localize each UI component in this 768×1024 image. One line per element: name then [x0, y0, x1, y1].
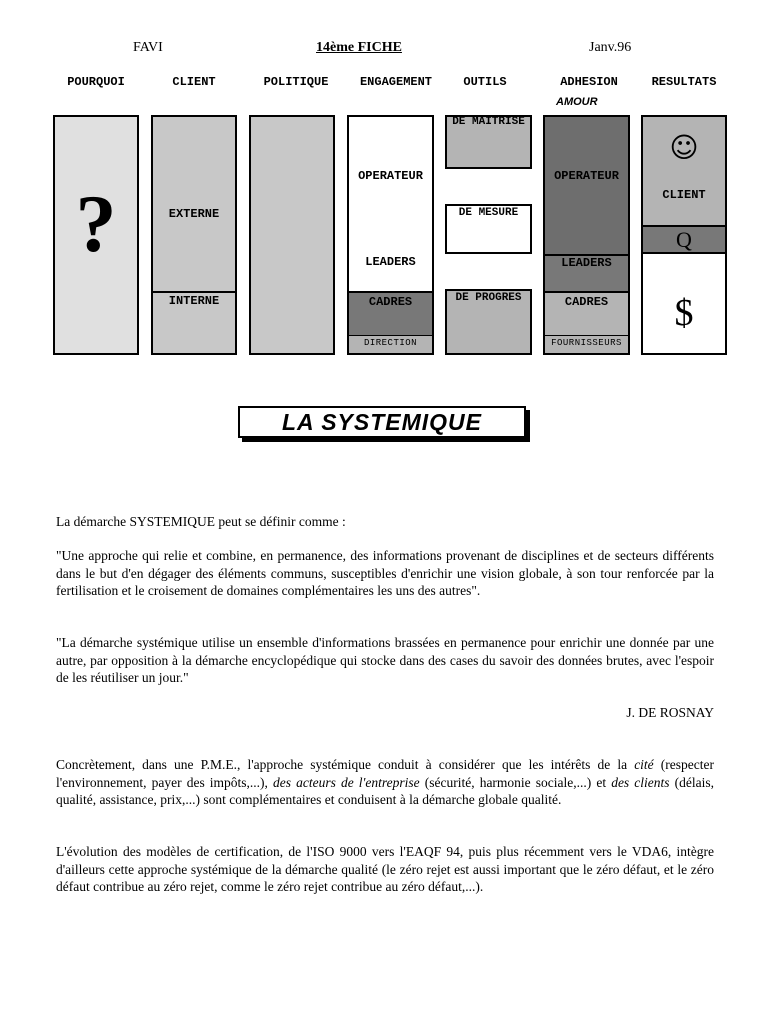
col-politique: POLITIQUE	[263, 75, 329, 89]
col-adhesion: ADHESION	[560, 75, 618, 89]
col-resultats: RESULTATS	[651, 75, 717, 89]
engagement-operateur: OPERATEUR	[358, 169, 423, 183]
paragraph-4: L'évolution des modèles de certification, de l'ISO 9000 vers l'EAQF 94, puis plus récemment vers le VDA6, intègre d'ailleurs cette approche systémique de la démarche qualité (le zéro rejet est aussi important que le zéro défaut, et le zéro défaut contribue au zéro rejet, comme le zéro rejet contribue au zéro défaut,...).	[56, 844, 714, 894]
page-title-box	[238, 406, 526, 438]
col-client: CLIENT	[172, 75, 216, 89]
col-outils: OUTILS	[463, 75, 507, 89]
resultats-client-segment	[643, 117, 725, 225]
adhesion-box	[543, 115, 630, 355]
dollar-icon: $	[674, 292, 694, 334]
intro-paragraph: La démarche SYSTEMIQUE peut se définir comme :	[56, 514, 346, 529]
author: J. DE ROSNAY	[626, 705, 714, 720]
header-center: 14ème FICHE	[316, 40, 402, 55]
engagement-direction: DIRECTION	[363, 338, 418, 348]
p3-text-a: Concrètement, dans une P.M.E., l'approche systémique conduit à considérer que les intérêts de la	[56, 757, 635, 772]
header-left: FAVI	[133, 40, 163, 55]
adhesion-cadres-segment	[545, 291, 628, 335]
p3-cite: cité	[634, 757, 654, 772]
outils-maitrise-box	[445, 115, 532, 169]
quote-1: "Une approche qui relie et combine, en permanence, des informations provenant de disciplines et de secteurs différents dans le but d'en dégager des éléments communs, susceptibles d'enrichir une vision globale, à son tour renforcée par la fertilisation et le croisement de domaines complémentaires les uns des autres".	[56, 548, 714, 598]
adhesion-operateur: OPERATEUR	[554, 169, 619, 183]
col-pourquoi: POURQUOI	[67, 75, 125, 89]
amour-label: AMOUR	[556, 96, 598, 108]
resultats-q-segment	[643, 225, 725, 254]
engagement-direction-segment	[349, 335, 432, 355]
outils-mesure: DE MESURE	[458, 207, 519, 219]
engagement-cadres-segment	[349, 291, 432, 335]
p3-text-d: (délais, qualité, assistance, prix,...) sont complémentaires et conduisent à la démarche globale qualité.	[56, 774, 714, 807]
client-externe: EXTERNE	[168, 207, 220, 221]
p3-clients: des clients	[611, 774, 670, 790]
adhesion-cadres: CADRES	[564, 295, 609, 309]
p3-text-b: (respecter l'environnement, payer des impôts,...),	[56, 757, 714, 790]
smiley-icon: ☺	[669, 131, 699, 164]
outils-progres-box	[445, 289, 532, 355]
client-interne: INTERNE	[168, 294, 220, 308]
col-engagement: ENGAGEMENT	[359, 75, 432, 89]
page-title: LA SYSTEMIQUE	[282, 409, 482, 435]
pourquoi-box	[53, 115, 139, 355]
question-mark: ?	[75, 178, 117, 269]
p3-acteurs: des acteurs de l'entreprise	[273, 774, 420, 790]
engagement-cadres: CADRES	[368, 295, 413, 309]
client-divider	[153, 291, 235, 293]
outils-maitrise: DE MAITRISE	[452, 116, 525, 128]
paragraph-3	[56, 756, 714, 809]
adhesion-leaders: LEADERS	[561, 256, 612, 270]
header-right: Janv.96	[589, 40, 632, 55]
engagement-leaders: LEADERS	[365, 255, 416, 269]
engagement-box	[347, 115, 434, 355]
resultats-box	[641, 115, 727, 355]
politique-box	[249, 115, 335, 355]
quote-2: "La démarche systémique utilise un ensemble d'informations brassées en permanence pour enrichir une donnée par une autre, par opposition à la démarche encyclopédique qui stocke dans des cases du savoir des données brutes, avec l'espoir de les réutiliser un jour."	[56, 635, 714, 685]
p3-text-c: (sécurité, harmonie sociale,...) et	[419, 774, 612, 790]
outils-progres: DE PROGRES	[455, 292, 522, 304]
adhesion-leaders-segment	[545, 254, 628, 291]
outils-mesure-box	[445, 204, 532, 254]
adhesion-fournisseurs-segment	[545, 335, 628, 355]
adhesion-fournisseurs: FOURNISSEURS	[551, 338, 622, 348]
resultats-client: CLIENT	[662, 188, 706, 202]
client-box	[151, 115, 237, 355]
resultats-q: Q	[676, 227, 692, 252]
